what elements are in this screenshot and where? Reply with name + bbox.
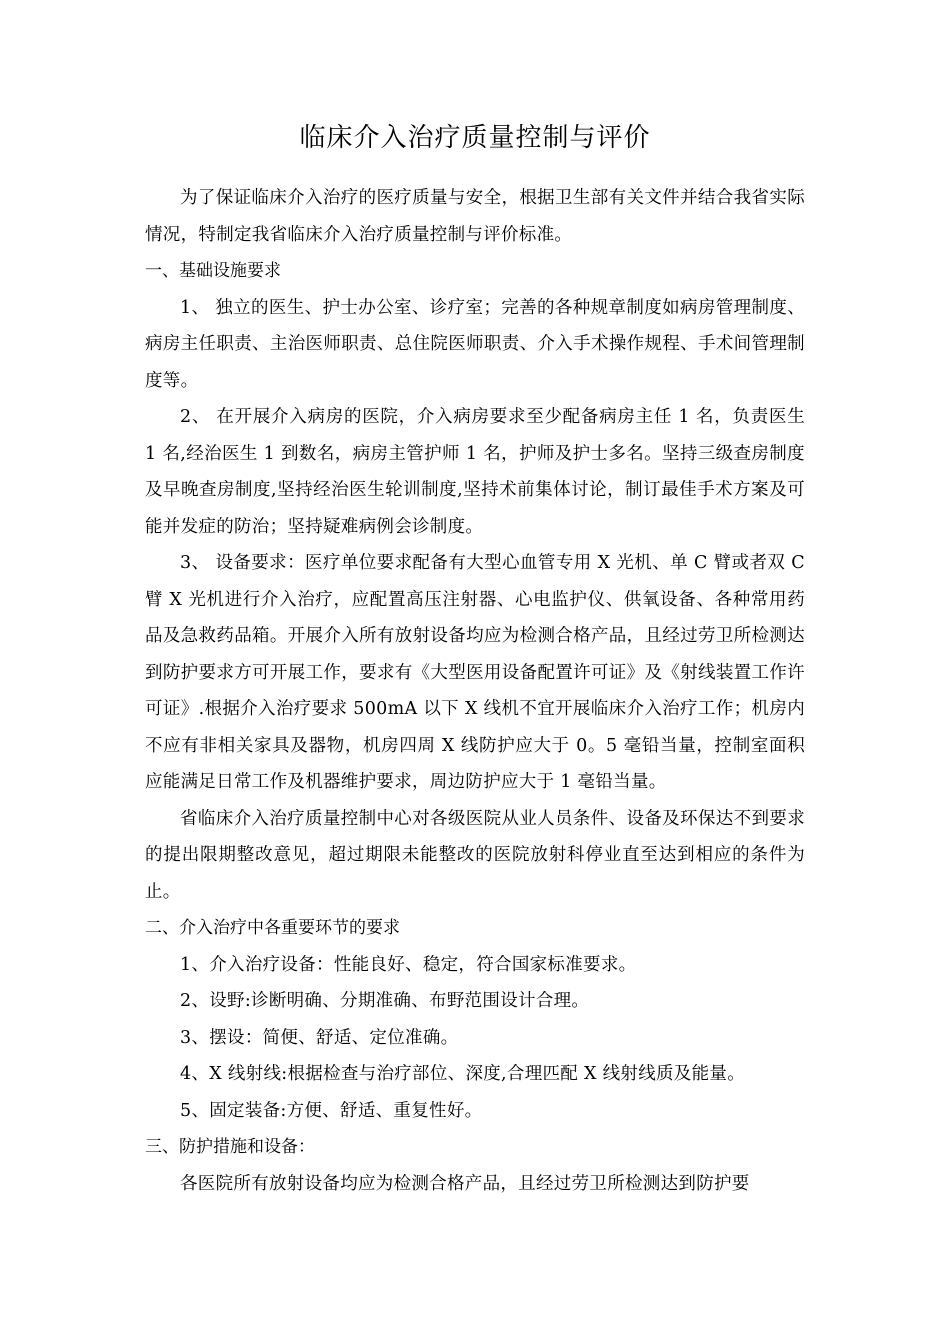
section-1-heading: 一、基础设施要求 (145, 261, 281, 281)
section-1-paragraph-2: 2、 在开展介入病房的医院，介入病房要求至少配备病房主任 1 名，负责医生 1 名,经治医生 1 到数名，病房主管护师 1 名，护师及护士多名。坚持三级查房制度及早晚查房制度,坚持经治医生轮训制度,坚持术前集体讨论，制订最佳手术方案及可能并发症的防治；坚持疑难病例会诊制度。 (145, 407, 805, 537)
section-2-heading: 二、介入治疗中各重要环节的要求 (145, 918, 400, 938)
section-2-item: 1、介入治疗设备：性能良好、稳定，符合国家标准要求。 (180, 954, 637, 975)
intro-paragraph: 为了保证临床介入治疗的医疗质量与安全，根据卫生部有关文件并结合我省实际情况，特制定我省临床介入治疗质量控制与评价标准。 (145, 188, 805, 245)
section-2-item: 3、摆设：简便、舒适、定位准确。 (180, 1027, 459, 1048)
document-body (145, 120, 805, 1202)
section-1-paragraph-4: 省临床介入治疗质量控制中心对各级医院从业人员条件、设备及环保达不到要求的提出限期整改意见，超过期限未能整改的医院放射科停业直至达到相应的条件为止。 (145, 808, 805, 902)
section-2-item: 4、X 线射线:根据检查与治疗部位、深度,合理匹配 X 线射线质及能量。 (180, 1064, 745, 1084)
section-1-paragraph-1: 1、 独立的医生、护士办公室、诊疗室；完善的各种规章制度如病房管理制度、病房主任职责、主治医师职责、总住院医师职责、介入手术操作规程、手术间管理制度等。 (145, 297, 805, 391)
section-2-item: 5、固定装备:方便、舒适、重复性好。 (180, 1100, 483, 1121)
section-1-paragraph-3: 3、 设备要求：医疗单位要求配备有大型心血管专用 X 光机、单 C 臂或者双 C 臂 X 光机进行介入治疗，应配置高压注射器、心电监护仪、供氧设备、各种常用药品及急救药品箱。开展介入所有放射设备均应为检测合格产品，且经过劳卫所检测达到防护要求方可开展工作，要求有《大型医用设备配置许可证》及《射线装置工作许可证》.根据介入治疗要求 500mA 以下 X 线机不宜开展临床介入治疗工作；机房内不应有非相关家具及器物，机房四周 X 线防护应大于 0。5 毫铅当量，控制室面积应能满足日常工作及机器维护要求，周边防护应大于 1 毫铅当量。 (145, 553, 805, 792)
document-title: 临床介入治疗质量控制与评价 (299, 123, 651, 153)
section-3-paragraph-1: 各医院所有放射设备均应为检测合格产品，且经过劳卫所检测达到防护要 (180, 1173, 750, 1194)
section-2-item: 2、设野:诊断明确、分期准确、布野范围设计合理。 (180, 991, 590, 1011)
section-3-heading: 三、防护措施和设备： (145, 1137, 315, 1157)
